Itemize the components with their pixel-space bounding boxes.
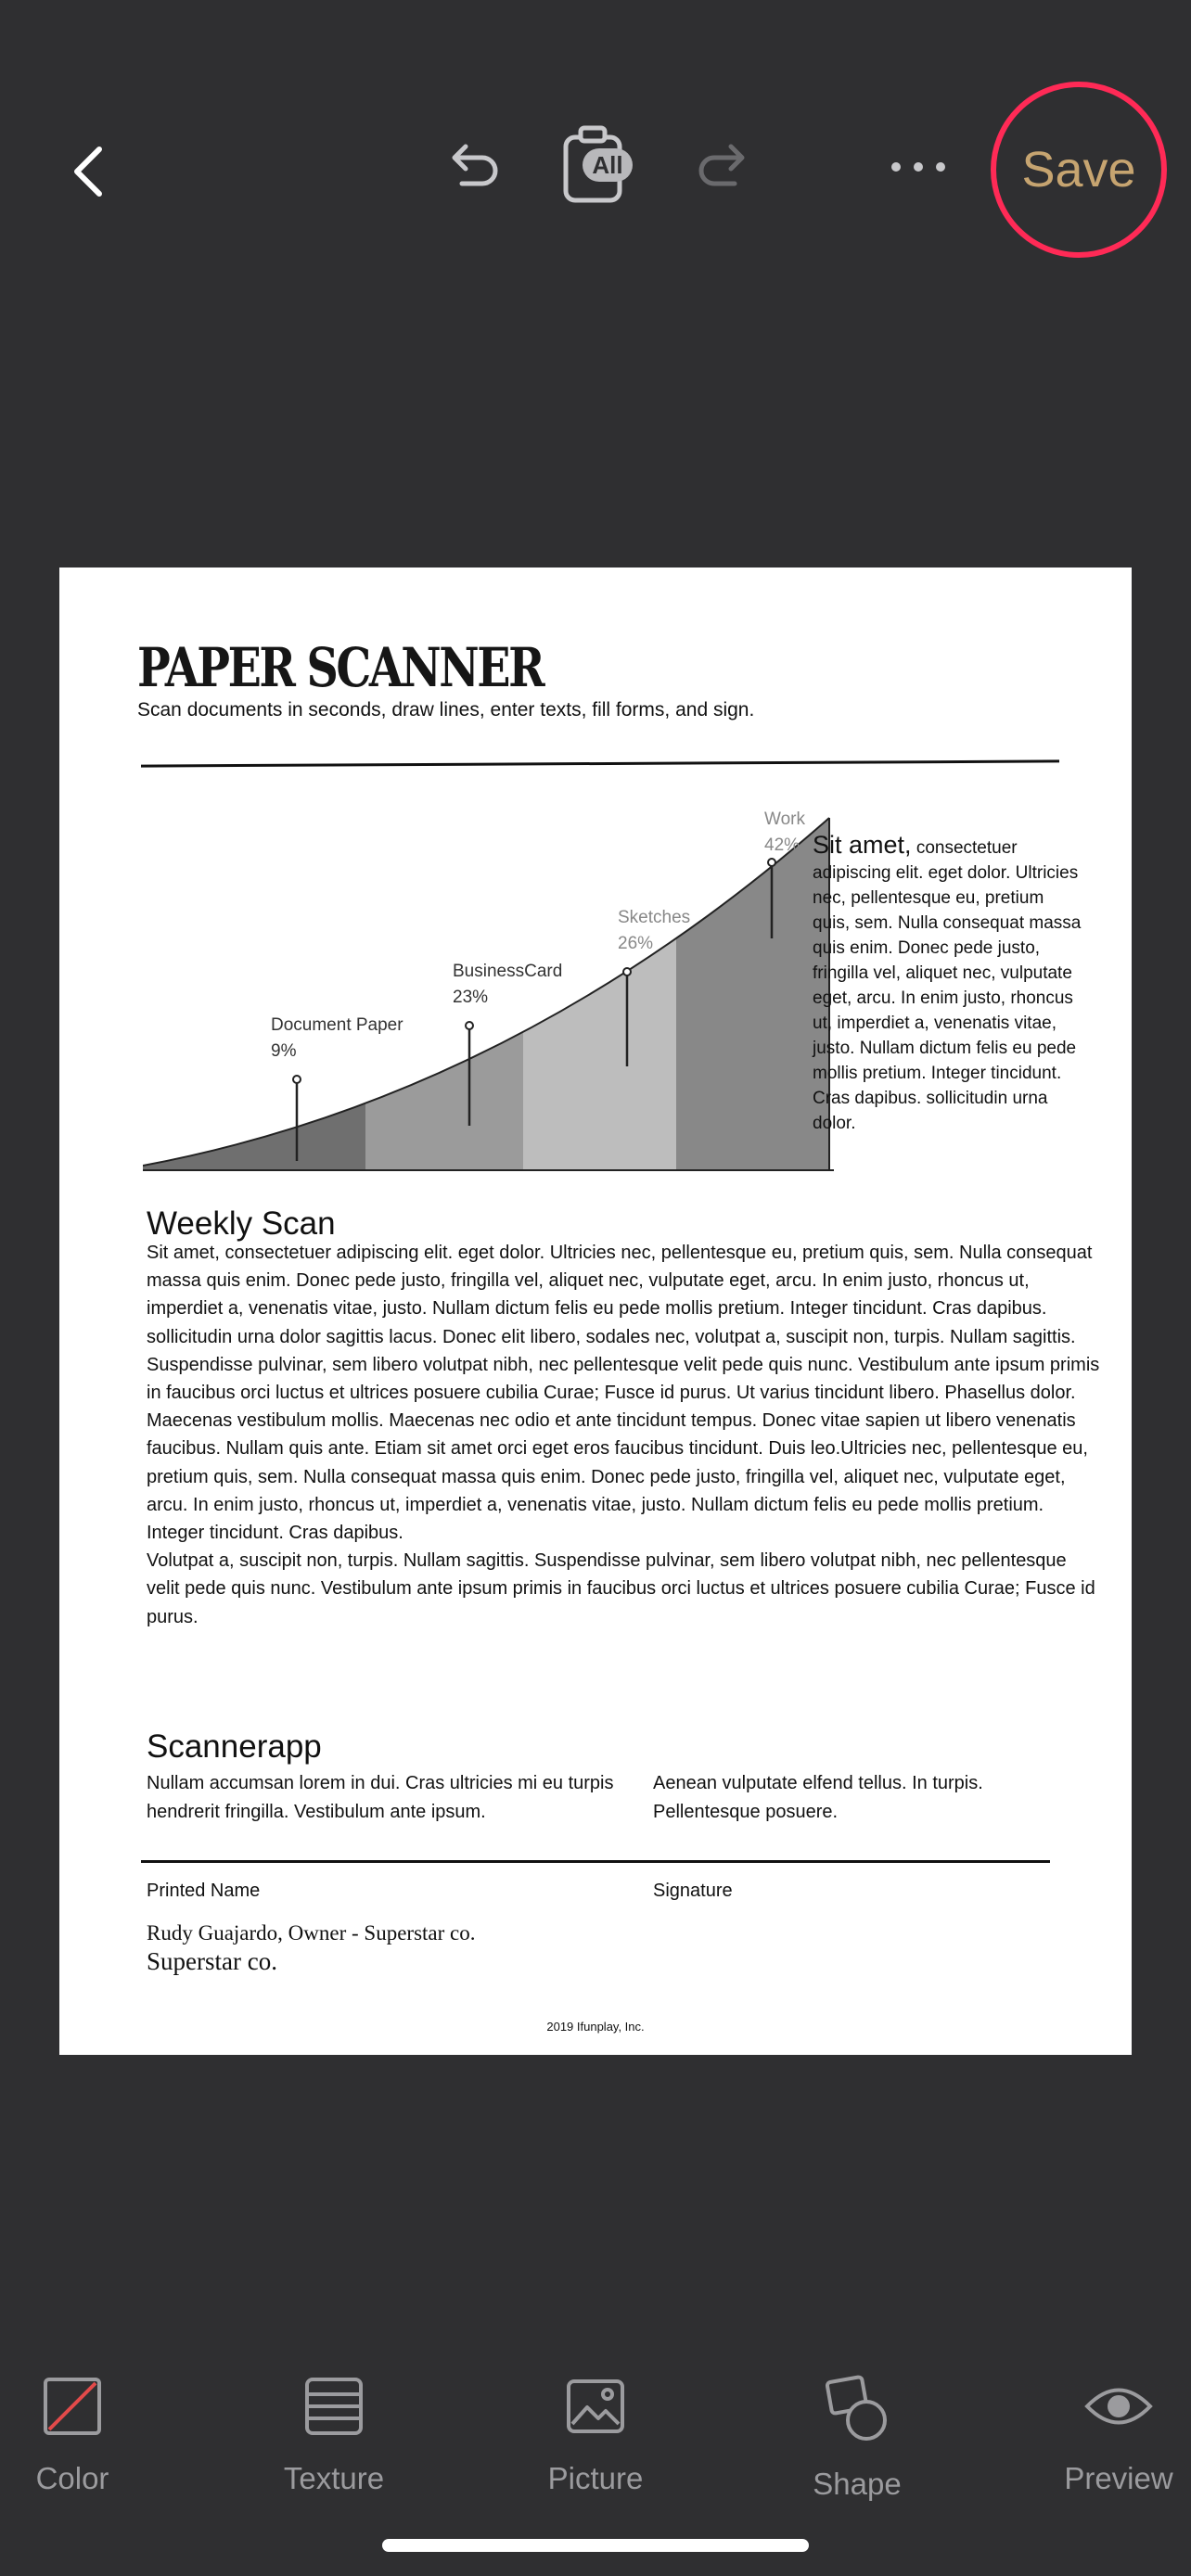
- save-button[interactable]: Save: [991, 82, 1167, 258]
- redo-icon: [694, 137, 753, 197]
- preview-tool-button[interactable]: [1026, 2374, 1191, 2513]
- back-button[interactable]: [56, 130, 121, 213]
- chevron-left-icon: [70, 144, 107, 199]
- side-paragraph: [813, 833, 1082, 1136]
- all-badge: All: [583, 148, 633, 182]
- printed-name-line-2: Superstar co.: [147, 1947, 277, 1975]
- scannerapp-left-text: Nullam accumsan lorem in dui. Cras ultricies mi eu turpis hendrerit fringilla. Vestibulum ante ipsum.: [147, 1773, 614, 1822]
- weekly-scan-heading: Weekly Scan: [147, 1205, 336, 1242]
- signature-label: Signature: [653, 1881, 733, 1901]
- weekly-paragraph-3: Volutpat a, suscipit non, turpis. Nullam sagittis. Suspendisse pulvinar, sem libero volutpat nibh, nec pellentesque velit pede quis nunc. Vestibulum ante ipsum primis in faucibus orci luctus et ultrices posuere cubilia Curae; Fusce id purus.: [147, 1550, 1095, 1627]
- top-toolbar: [0, 0, 1191, 315]
- clear-all-button[interactable]: [557, 121, 649, 213]
- scannerapp-right-text: Aenean vulputate elfend tellus. In turpis. Pellentesque posuere.: [653, 1773, 983, 1822]
- texture-lines-icon: [301, 2374, 366, 2439]
- undo-button[interactable]: [436, 130, 510, 204]
- divider-line: [141, 759, 1059, 767]
- document-title: PAPER SCANNER: [137, 636, 544, 699]
- picture-tool-button[interactable]: [503, 2374, 688, 2513]
- chart-label-work: Work 42%: [764, 810, 805, 855]
- color-slash-icon: [40, 2374, 105, 2439]
- color-tool-button[interactable]: [0, 2374, 165, 2513]
- side-paragraph-body: consectetuer adipiscing elit. eget dolor. Ultricies nec, pellentesque eu, pretium quis, sem. Nulla consequat massa quis enim. Donec pede justo, fringilla vel, aliquet nec, vulputate eget, arcu. In enim justo, rhoncus ut, imperdiet a, venenatis vitae, justo. Nullam dictum felis eu pede mollis pretium. Integer tincidunt. Cras dapibus. sollicitudin urna dolor.: [813, 838, 1082, 1133]
- weekly-scan-body: [147, 1239, 1102, 1631]
- undo-icon: [443, 137, 503, 197]
- printed-name-line-1: Rudy Guajardo, Owner - Superstar co.: [147, 1921, 476, 1945]
- more-options-button[interactable]: [881, 144, 955, 190]
- printed-name-label: Printed Name: [147, 1881, 261, 1901]
- shape-tool-label: Shape: [813, 2467, 902, 2501]
- side-paragraph-lead: Sit amet,: [813, 831, 912, 859]
- shape-icon: [822, 2374, 892, 2444]
- chart-label-businesscard: BusinessCard 23%: [453, 962, 563, 1007]
- texture-tool-button[interactable]: [241, 2374, 427, 2513]
- document-footer: 2019 Ifunplay, Inc.: [546, 2020, 645, 2034]
- chart-label-document-paper: Document Paper 9%: [271, 1015, 403, 1061]
- signature-divider: [141, 1860, 1050, 1863]
- weekly-paragraph-1: Sit amet, consectetuer adipiscing elit. eget dolor. Ultricies nec, pellentesque eu, pretium quis, sem. Nulla consequat massa quis enim. Donec pede justo, fringilla vel, aliquet nec, vulputate eget, arcu. In enim justo, rhoncus ut, imperdiet a, venenatis vitae, justo. Nullam dictum felis eu pede mollis pretium. Integer tincidunt. Cras dapibus.: [147, 1243, 1093, 1320]
- preview-tool-label: Preview: [1064, 2461, 1173, 2495]
- document-subtitle: Scan documents in seconds, draw lines, enter texts, fill forms, and sign.: [137, 699, 755, 721]
- eye-icon: [1083, 2374, 1154, 2439]
- scannerapp-heading: Scannerapp: [147, 1728, 322, 1765]
- save-highlight: [991, 82, 1167, 258]
- shape-tool-button[interactable]: [764, 2374, 950, 2513]
- chart-label-sketches: Sketches 26%: [618, 908, 691, 953]
- home-indicator[interactable]: [382, 2539, 809, 2552]
- redo-button[interactable]: [686, 130, 761, 204]
- texture-tool-label: Texture: [283, 2461, 385, 2495]
- color-tool-label: Color: [35, 2461, 109, 2495]
- ellipsis-icon: [889, 158, 948, 176]
- picture-icon: [563, 2374, 628, 2439]
- chart-segment-work: [676, 799, 834, 1170]
- scanned-document-page[interactable]: [59, 567, 1132, 2055]
- picture-tool-label: Picture: [547, 2461, 644, 2495]
- weekly-paragraph-2: sollicitudin urna dolor sagittis lacus. Donec elit libero, sodales nec, volutpat a, suscipit non, turpis. Nullam sagittis. Suspendisse pulvinar, sem libero volutpat nibh, nec pellentesque velit pede quis nunc. Vestibulum ante ipsum primis in faucibus orci luctus et ultrices posuere cubilia Curae; Fusce id purus. Ut varius tincidunt libero. Phasellus dolor. Maecenas vestibulum mollis. Maecenas nec odio et ante tincidunt tempus. Donec vitae sapien ut libero venenatis faucibus. Nullam quis ante. Etiam sit amet orci eget eros faucibus tincidunt. Duis leo.Ultricies nec, pellentesque eu, pretium quis, sem. Nulla consequat massa quis enim. Donec pede justo, fringilla vel, aliquet nec, vulputate eget, arcu. In enim justo, rhoncus ut, imperdiet a, venenatis vitae, justo. Nullam dictum felis eu pede mollis pretium. Integer tincidunt. Cras dapibus.: [147, 1326, 1100, 1544]
- usage-chart: [143, 799, 839, 1189]
